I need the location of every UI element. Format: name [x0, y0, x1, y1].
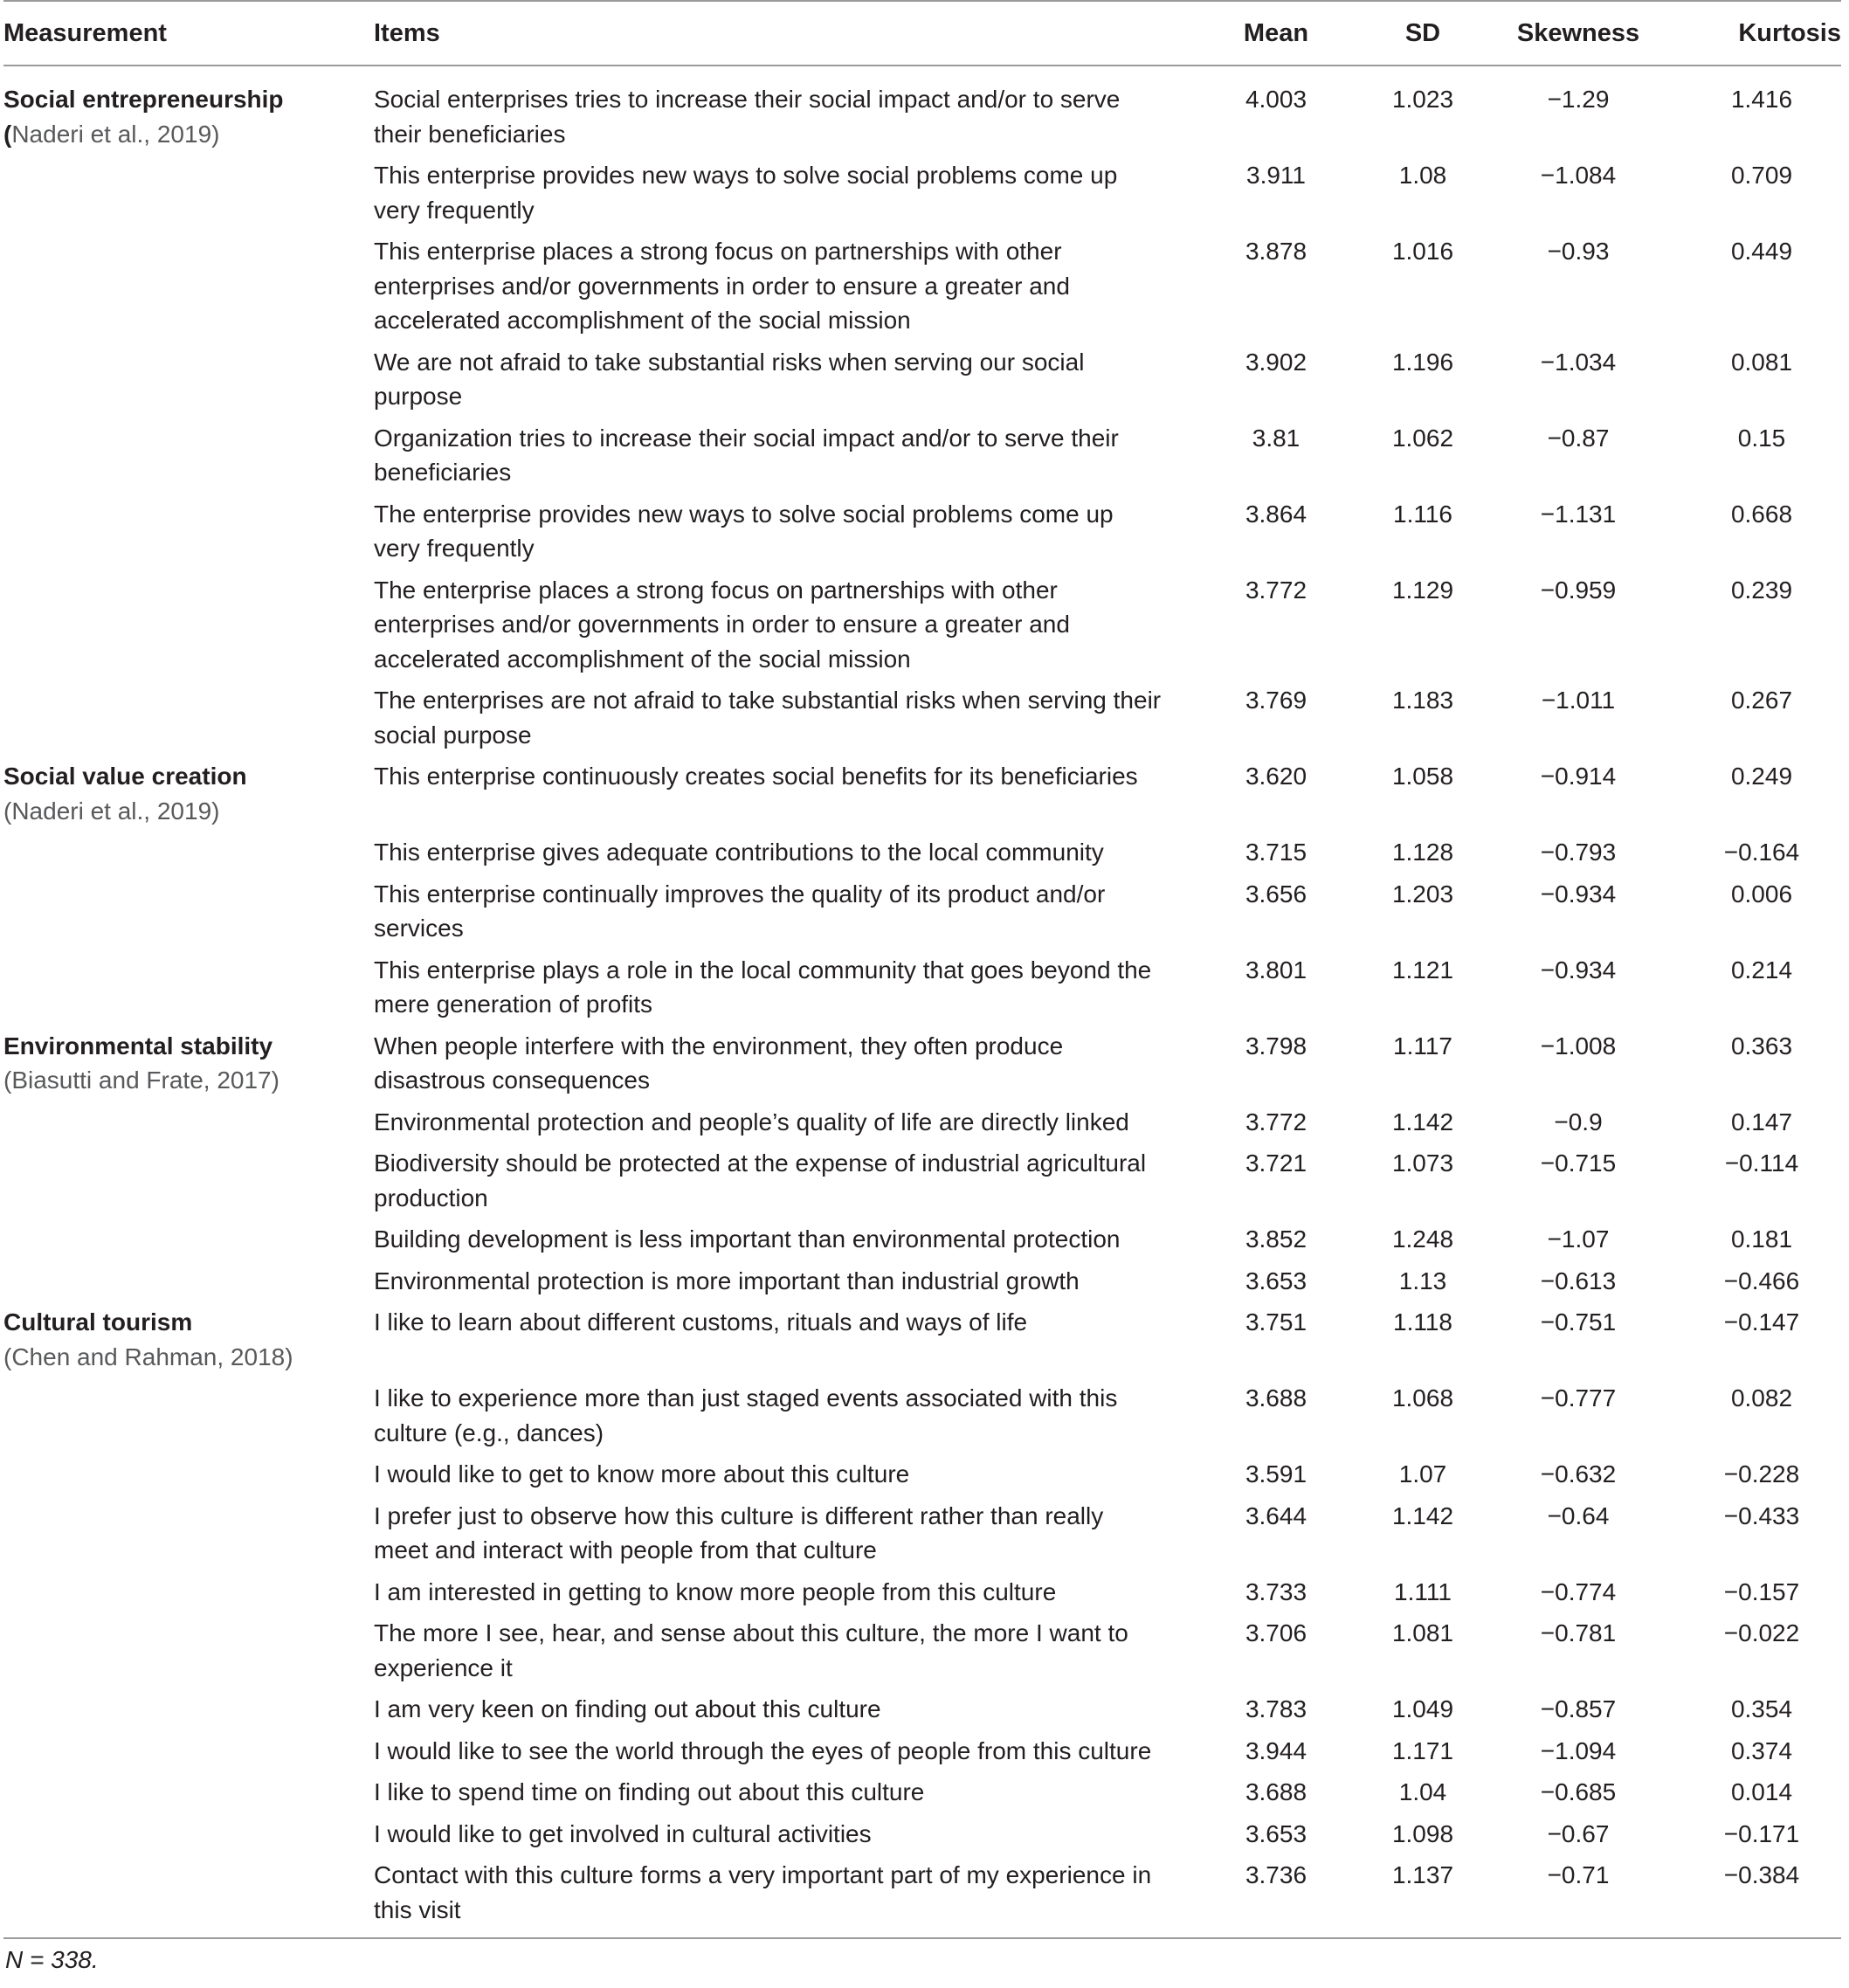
header-kurtosis: Kurtosis: [1738, 18, 1841, 47]
item-cell: I am interested in getting to know more people from this culture: [374, 1577, 1057, 1605]
kurtosis-cell: 0.668: [1730, 500, 1793, 528]
measurement-cell: [3, 1025, 374, 1101]
table-row: [3, 1453, 1841, 1494]
skewness-cell: −0.934: [1540, 880, 1617, 908]
item-cell: This enterprise places a strong focus on partnerships with other enterprises and/or governments in order to ensure a greater and accelerated accomplishment of the social mission: [374, 238, 1070, 334]
table-row: [3, 1494, 1841, 1570]
table-row: [3, 1688, 1841, 1729]
measurement-cell: [3, 949, 374, 1025]
measurement-cell: [3, 1771, 374, 1812]
mean-cell: 3.733: [1245, 1577, 1307, 1605]
skewness-cell: −1.131: [1540, 500, 1617, 528]
reference-open-paren: (: [3, 120, 12, 148]
table-row: [3, 569, 1841, 680]
sd-cell: 1.04: [1398, 1778, 1447, 1805]
table-row: [3, 949, 1841, 1025]
sd-cell: 1.016: [1391, 238, 1454, 265]
mean-cell: 3.878: [1245, 238, 1307, 265]
sd-cell: 1.13: [1398, 1267, 1447, 1294]
mean-cell: 3.653: [1245, 1819, 1307, 1847]
table-row: [3, 755, 1841, 831]
mean-cell: 4.003: [1245, 86, 1307, 113]
measurement-cell: [3, 1729, 374, 1771]
measurement-cell: [3, 1260, 374, 1301]
measurement-cell: [3, 569, 374, 680]
mean-cell: 3.591: [1245, 1460, 1307, 1488]
table-row: [3, 1142, 1841, 1218]
item-cell: Social enterprises tries to increase their social impact and/or to serve their beneficiaries: [374, 86, 1121, 148]
header-skewness: Skewness: [1516, 18, 1640, 47]
item-cell: Environmental protection is more important than industrial growth: [374, 1267, 1080, 1294]
measurement-cell: [3, 831, 374, 873]
measurement-reference: [3, 117, 369, 152]
item-cell: Organization tries to increase their social impact and/or to serve their beneficiaries: [374, 424, 1119, 486]
mean-cell: 3.688: [1245, 1384, 1307, 1412]
mean-cell: 3.656: [1245, 880, 1307, 908]
skewness-cell: −1.011: [1541, 687, 1616, 714]
sd-cell: 1.058: [1391, 763, 1454, 790]
kurtosis-cell: 0.239: [1730, 576, 1793, 604]
measurement-cell: [3, 679, 374, 755]
measurement-cell: [3, 1853, 374, 1938]
item-cell: The more I see, hear, and sense about this culture, the more I want to experience it: [374, 1619, 1128, 1681]
sd-cell: 1.117: [1393, 1032, 1452, 1060]
skewness-cell: −0.857: [1540, 1695, 1617, 1722]
skewness-cell: −0.793: [1540, 839, 1617, 866]
table-row: [3, 1612, 1841, 1688]
mean-cell: 3.798: [1245, 1032, 1307, 1060]
table-row: [3, 1377, 1841, 1453]
measurement-cell: [3, 417, 374, 493]
item-cell: This enterprise continuously creates social benefits for its beneficiaries: [374, 763, 1138, 790]
kurtosis-cell: 0.267: [1730, 687, 1793, 714]
measurement-cell: [3, 1612, 374, 1688]
measurement-cell: [3, 1453, 374, 1494]
kurtosis-cell: 0.449: [1730, 238, 1793, 265]
mean-cell: 3.751: [1245, 1308, 1307, 1336]
mean-cell: 3.769: [1245, 687, 1307, 714]
mean-cell: 3.81: [1252, 424, 1301, 452]
skewness-cell: −0.613: [1540, 1267, 1617, 1294]
skewness-cell: −0.87: [1547, 424, 1610, 452]
kurtosis-cell: 1.416: [1730, 86, 1793, 113]
reference-text: (Naderi et al., 2019): [3, 797, 220, 825]
skewness-cell: −0.715: [1540, 1149, 1617, 1177]
item-cell: This enterprise provides new ways to solve social problems come up very frequently: [374, 162, 1118, 224]
table-row: [3, 230, 1841, 341]
measurement-cell: [3, 154, 374, 230]
skewness-cell: −0.685: [1540, 1778, 1617, 1805]
mean-cell: 3.801: [1245, 956, 1307, 984]
kurtosis-cell: −0.384: [1723, 1861, 1800, 1888]
measurement-reference: [3, 794, 369, 829]
mean-cell: 3.644: [1245, 1501, 1307, 1529]
item-cell: I prefer just to observe how this culture is different rather than really meet and interact with people from that culture: [374, 1501, 1104, 1563]
skewness-cell: −0.632: [1540, 1460, 1617, 1488]
table-row: [3, 1301, 1841, 1377]
sd-cell: 1.068: [1391, 1384, 1454, 1412]
sd-cell: 1.248: [1391, 1225, 1454, 1253]
item-cell: Biodiversity should be protected at the expense of industrial agricultural production: [374, 1149, 1147, 1211]
table-row: [3, 1812, 1841, 1854]
mean-cell: 3.715: [1245, 839, 1307, 866]
mean-cell: 3.620: [1245, 763, 1307, 790]
sd-cell: 1.129: [1391, 576, 1454, 604]
skewness-cell: −0.9: [1554, 1108, 1603, 1136]
skewness-cell: −1.084: [1540, 162, 1617, 189]
mean-cell: 3.852: [1245, 1225, 1307, 1253]
mean-cell: 3.736: [1245, 1861, 1307, 1888]
mean-cell: 3.944: [1245, 1736, 1307, 1764]
kurtosis-cell: 0.082: [1730, 1384, 1793, 1412]
measurement-cell: [3, 1218, 374, 1260]
descriptive-statistics-table: [3, 0, 1841, 1939]
sd-cell: 1.128: [1391, 839, 1454, 866]
skewness-cell: −0.781: [1540, 1619, 1617, 1646]
sd-cell: 1.08: [1398, 162, 1447, 189]
measurement-cell: [3, 1494, 374, 1570]
skewness-cell: −1.094: [1540, 1736, 1617, 1764]
item-cell: Building development is less important than environmental protection: [374, 1225, 1121, 1253]
sd-cell: 1.203: [1391, 880, 1454, 908]
skewness-cell: −0.67: [1547, 1819, 1610, 1847]
kurtosis-cell: 0.014: [1730, 1778, 1793, 1805]
sd-cell: 1.183: [1391, 687, 1454, 714]
skewness-cell: −1.07: [1547, 1225, 1610, 1253]
kurtosis-cell: 0.363: [1730, 1032, 1793, 1060]
mean-cell: 3.772: [1245, 1108, 1307, 1136]
sd-cell: 1.023: [1391, 86, 1454, 113]
mean-cell: 3.911: [1246, 162, 1306, 189]
table-row: [3, 417, 1841, 493]
skewness-cell: −1.034: [1540, 348, 1617, 376]
table-row: [3, 1570, 1841, 1612]
mean-cell: 3.783: [1245, 1695, 1307, 1722]
sd-cell: 1.073: [1391, 1149, 1454, 1177]
kurtosis-cell: 0.709: [1730, 162, 1793, 189]
item-cell: When people interfere with the environment, they often produce disastrous consequences: [374, 1032, 1064, 1094]
table-row: [3, 1853, 1841, 1938]
item-cell: I like to learn about different customs, rituals and ways of life: [374, 1308, 1028, 1336]
kurtosis-cell: −0.228: [1723, 1460, 1800, 1488]
measurement-cell: [3, 1377, 374, 1453]
kurtosis-cell: −0.171: [1723, 1819, 1800, 1847]
table-row: [3, 831, 1841, 873]
skewness-cell: −0.914: [1540, 763, 1617, 790]
item-cell: This enterprise gives adequate contributions to the local community: [374, 839, 1104, 866]
kurtosis-cell: 0.249: [1730, 763, 1793, 790]
mean-cell: 3.688: [1245, 1778, 1307, 1805]
measurement-name: Social value creation: [3, 763, 247, 790]
measurement-cell: [3, 66, 374, 154]
sd-cell: 1.116: [1393, 500, 1452, 528]
skewness-cell: −0.64: [1547, 1501, 1610, 1529]
reference-text: (Biasutti and Frate, 2017): [3, 1066, 279, 1094]
table-row: [3, 679, 1841, 755]
sd-cell: 1.07: [1398, 1460, 1447, 1488]
item-cell: Environmental protection and people’s quality of life are directly linked: [374, 1108, 1129, 1136]
table-row: [3, 1101, 1841, 1142]
table-row: [3, 873, 1841, 949]
item-cell: I would like to see the world through the eyes of people from this culture: [374, 1736, 1152, 1764]
sd-cell: 1.171: [1391, 1736, 1454, 1764]
skewness-cell: −1.008: [1540, 1032, 1617, 1060]
item-cell: The enterprises are not afraid to take substantial risks when serving their social purpose: [374, 687, 1162, 749]
measurement-cell: [3, 755, 374, 831]
measurement-cell: [3, 1101, 374, 1142]
sd-cell: 1.049: [1391, 1695, 1454, 1722]
measurement-cell: [3, 341, 374, 417]
item-cell: I like to spend time on finding out about this culture: [374, 1778, 925, 1805]
mean-cell: 3.864: [1245, 500, 1307, 528]
mean-cell: 3.902: [1245, 348, 1307, 376]
mean-cell: 3.772: [1245, 576, 1307, 604]
measurement-reference: [3, 1063, 369, 1098]
skewness-cell: −0.71: [1547, 1861, 1610, 1888]
measurement-name: Environmental stability: [3, 1032, 273, 1060]
measurement-cell: [3, 873, 374, 949]
item-cell: I would like to get involved in cultural activities: [374, 1819, 872, 1847]
mean-cell: 3.653: [1245, 1267, 1307, 1294]
measurement-cell: [3, 1142, 374, 1218]
kurtosis-cell: 0.081: [1730, 348, 1793, 376]
kurtosis-cell: 0.354: [1730, 1695, 1793, 1722]
skewness-cell: −0.93: [1547, 238, 1610, 265]
reference-text: Naderi et al., 2019): [11, 120, 220, 148]
table-row: [3, 1771, 1841, 1812]
item-cell: I would like to get to know more about this culture: [374, 1460, 910, 1488]
kurtosis-cell: −0.022: [1723, 1619, 1800, 1646]
kurtosis-cell: 0.214: [1730, 956, 1793, 984]
measurement-cell: [3, 1688, 374, 1729]
item-cell: I am very keen on finding out about this culture: [374, 1695, 881, 1722]
kurtosis-cell: 0.006: [1730, 880, 1793, 908]
skewness-cell: −0.751: [1540, 1308, 1617, 1336]
sd-cell: 1.121: [1391, 956, 1454, 984]
item-cell: Contact with this culture forms a very important part of my experience in this visit: [374, 1861, 1152, 1923]
sd-cell: 1.137: [1391, 1861, 1454, 1888]
sd-cell: 1.062: [1391, 424, 1454, 452]
item-cell: The enterprise provides new ways to solve social problems come up very frequently: [374, 500, 1114, 562]
item-cell: I like to experience more than just staged events associated with this culture (e.g., dances): [374, 1384, 1118, 1446]
table-row: [3, 154, 1841, 230]
kurtosis-cell: 0.15: [1737, 424, 1786, 452]
measurement-cell: [3, 1570, 374, 1612]
item-cell: We are not afraid to take substantial risks when serving our social purpose: [374, 348, 1085, 410]
table-row: [3, 1260, 1841, 1301]
reference-text: (Chen and Rahman, 2018): [3, 1343, 293, 1370]
sd-cell: 1.142: [1391, 1501, 1454, 1529]
measurement-cell: [3, 1812, 374, 1854]
kurtosis-cell: −0.114: [1724, 1149, 1799, 1177]
sd-cell: 1.098: [1391, 1819, 1454, 1847]
mean-cell: 3.721: [1245, 1149, 1307, 1177]
measurement-cell: [3, 493, 374, 569]
table-header: [3, 1, 1841, 66]
skewness-cell: −1.29: [1547, 86, 1610, 113]
table-body: [3, 66, 1841, 1938]
skewness-cell: −0.959: [1540, 576, 1617, 604]
measurement-reference: [3, 1340, 369, 1375]
item-cell: This enterprise continually improves the quality of its product and/or services: [374, 880, 1106, 942]
table-row: [3, 341, 1841, 417]
sd-cell: 1.081: [1391, 1619, 1454, 1646]
table-row: [3, 493, 1841, 569]
kurtosis-cell: 0.147: [1730, 1108, 1793, 1136]
sample-size-note: N = 338.: [5, 1946, 99, 1973]
table-row: [3, 1729, 1841, 1771]
skewness-cell: −0.777: [1540, 1384, 1617, 1412]
header-measurement: Measurement: [3, 18, 167, 47]
mean-cell: 3.706: [1245, 1619, 1307, 1646]
header-items: Items: [374, 18, 440, 47]
measurement-name: Cultural tourism: [3, 1308, 193, 1336]
table-row: [3, 1025, 1841, 1101]
sd-cell: 1.196: [1391, 348, 1454, 376]
kurtosis-cell: 0.181: [1730, 1225, 1793, 1253]
kurtosis-cell: −0.433: [1723, 1501, 1800, 1529]
kurtosis-cell: 0.374: [1730, 1736, 1793, 1764]
kurtosis-cell: −0.157: [1723, 1577, 1800, 1605]
skewness-cell: −0.934: [1540, 956, 1617, 984]
kurtosis-cell: −0.147: [1723, 1308, 1800, 1336]
item-cell: The enterprise places a strong focus on partnerships with other enterprises and/or governments in order to ensure a greater and accelerated accomplishment of the social mission: [374, 576, 1070, 673]
sd-cell: 1.142: [1391, 1108, 1454, 1136]
header-sd: SD: [1404, 18, 1441, 47]
sd-cell: 1.118: [1393, 1308, 1452, 1336]
table-row: [3, 1218, 1841, 1260]
measurement-name: Social entrepreneurship: [3, 86, 284, 113]
measurement-cell: [3, 230, 374, 341]
item-cell: This enterprise plays a role in the local community that goes beyond the mere generation of profits: [374, 956, 1152, 1018]
header-mean: Mean: [1243, 18, 1309, 47]
measurement-cell: [3, 1301, 374, 1377]
sd-cell: 1.111: [1394, 1577, 1452, 1605]
skewness-cell: −0.774: [1540, 1577, 1617, 1605]
kurtosis-cell: −0.164: [1723, 839, 1800, 866]
table-row: [3, 66, 1841, 154]
header-row: [3, 1, 1841, 66]
kurtosis-cell: −0.466: [1723, 1267, 1800, 1294]
